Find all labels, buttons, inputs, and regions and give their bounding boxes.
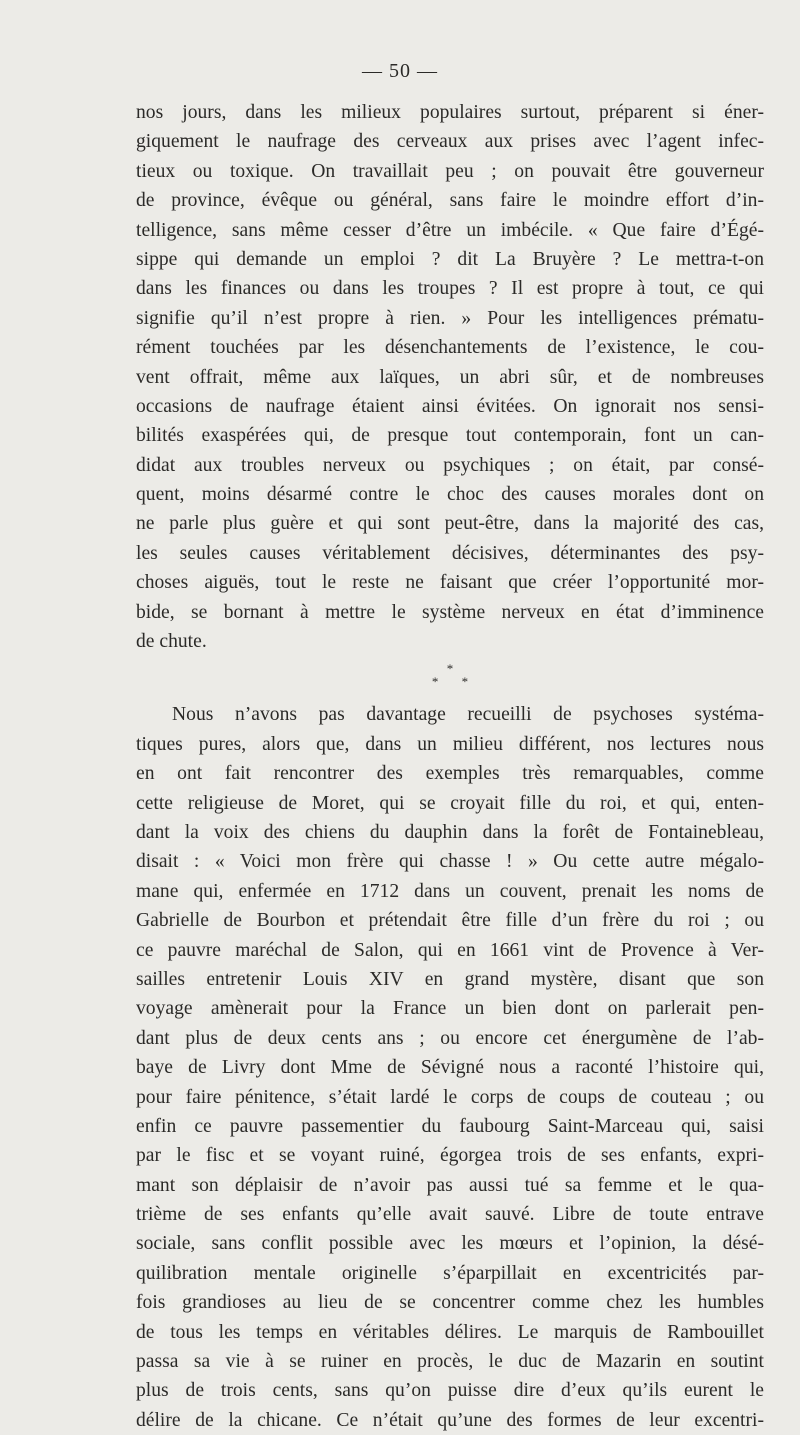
text-line: dant plus de deux cents ans ; ou encore cet énergumène de l’ab-: [136, 1027, 764, 1049]
text-line: mant son déplaisir de n’avoir pas aussi tué sa femme et le qua-: [136, 1174, 764, 1196]
text-line: les seules causes véritablement décisives, déterminantes des psy-: [136, 542, 764, 564]
text-line: didat aux troubles nerveux ou psychiques ; on était, par consé-: [136, 454, 764, 476]
text-line: ce pauvre maréchal de Salon, qui en 1661 vint de Provence à Ver-: [136, 939, 764, 961]
section-break-asterism: [136, 656, 764, 700]
text-line: trième de ses enfants qu’elle avait sauvé. Libre de toute entrave: [136, 1204, 764, 1226]
text-line: tiques pures, alors que, dans un milieu différent, nos lectures nous: [136, 733, 764, 755]
text-line: en ont fait rencontrer des exemples très remarquables, comme: [136, 763, 764, 785]
text-line: délire de la chicane. Ce n’était qu’une des formes de leur excentri-: [136, 1409, 764, 1431]
asterism-top: *: [446, 661, 454, 677]
text-line: baye de Livry dont Mme de Sévigné nous a raconté l’histoire qui,: [136, 1057, 764, 1079]
text-line: par le fisc et se voyant ruiné, égorgea trois de ses enfants, expri-: [136, 1145, 764, 1167]
text-line: bilités exaspérées qui, de presque tout contemporain, font un can-: [136, 425, 764, 447]
text-block: [136, 98, 764, 1435]
text-line: occasions de naufrage étaient ainsi évitées. On ignorait nos sensi-: [136, 395, 764, 417]
text-line: dans les finances ou dans les troupes ? Il est propre à tout, ce qui: [136, 278, 764, 300]
text-line: mane qui, enfermée en 1712 dans un couvent, prenait les noms de: [136, 880, 764, 902]
text-line: sippe qui demande un emploi ? dit La Bruyère ? Le mettra-t-on: [136, 248, 764, 270]
text-line: pour faire pénitence, s’était lardé le corps de coups de couteau ; ou: [136, 1086, 764, 1108]
text-line: voyage amènerait pour la France un bien dont on parlerait pen-: [136, 998, 764, 1020]
text-line: nos jours, dans les milieux populaires surtout, préparent si éner-: [136, 102, 764, 123]
text-line: sailles entretenir Louis XIV en grand mystère, disant que son: [136, 968, 764, 990]
text-line: quent, moins désarmé contre le choc des causes morales dont on: [136, 484, 764, 506]
text-line: cette religieuse de Moret, qui se croyait fille du roi, et qui, enten-: [136, 792, 764, 814]
page-number: — 50 —: [362, 60, 438, 82]
text-line: de tous les temps en véritables délires. Le marquis de Rambouillet: [136, 1321, 764, 1343]
text-line: signifie qu’il n’est propre à rien. » Pour les intelligences prématu-: [136, 307, 764, 329]
paragraph-2: [136, 700, 764, 1435]
text-line: bide, se bornant à mettre le système nerveux en état d’imminence: [136, 601, 764, 623]
text-line: tieux ou toxique. On travaillait peu ; on pouvait être gouverneur: [136, 160, 764, 182]
text-line: dant la voix des chiens du dauphin dans la forêt de Fontainebleau,: [136, 821, 764, 843]
asterism-bottom: * *: [431, 674, 479, 690]
text-line: choses aiguës, tout le reste ne faisant que créer l’opportunité mor-: [136, 572, 764, 594]
text-line: enfin ce pauvre passementier du faubourg Saint-Marceau qui, saisi: [136, 1115, 764, 1137]
text-line: quilibration mentale originelle s’éparpillait en excentricités par-: [136, 1262, 764, 1284]
paragraph-1: [136, 98, 764, 656]
text-line: Nous n’avons pas davantage recueilli de psychoses systéma-: [172, 704, 764, 726]
text-line: ne parle plus guère et qui sont peut-être, dans la majorité des cas,: [136, 513, 764, 535]
text-line: de province, évêque ou général, sans faire le moindre effort d’in-: [136, 190, 764, 212]
text-line: vent offrait, même aux laïques, un abri sûr, et de nombreuses: [136, 366, 764, 388]
text-line: passa sa vie à se ruiner en procès, le duc de Mazarin en soutint: [136, 1351, 764, 1373]
text-line: telligence, sans même cesser d’être un imbécile. « Que faire d’Égé-: [136, 219, 764, 241]
text-line: Gabrielle de Bourbon et prétendait être fille d’un frère du roi ; ou: [136, 910, 764, 932]
text-line: rément touchées par les désenchantements de l’existence, le cou-: [136, 337, 764, 359]
text-line: plus de trois cents, sans qu’on puisse dire d’eux qu’ils eurent le: [136, 1380, 764, 1402]
text-line: disait : « Voici mon frère qui chasse ! » Ou cette autre mégalo-: [136, 851, 764, 873]
text-line: de chute.: [136, 631, 207, 653]
text-line: fois grandioses au lieu de se concentrer comme chez les humbles: [136, 1292, 764, 1314]
text-line: giquement le naufrage des cerveaux aux prises avec l’agent infec-: [136, 131, 764, 153]
text-line: sociale, sans conflit possible avec les mœurs et l’opinion, la désé-: [136, 1233, 764, 1255]
